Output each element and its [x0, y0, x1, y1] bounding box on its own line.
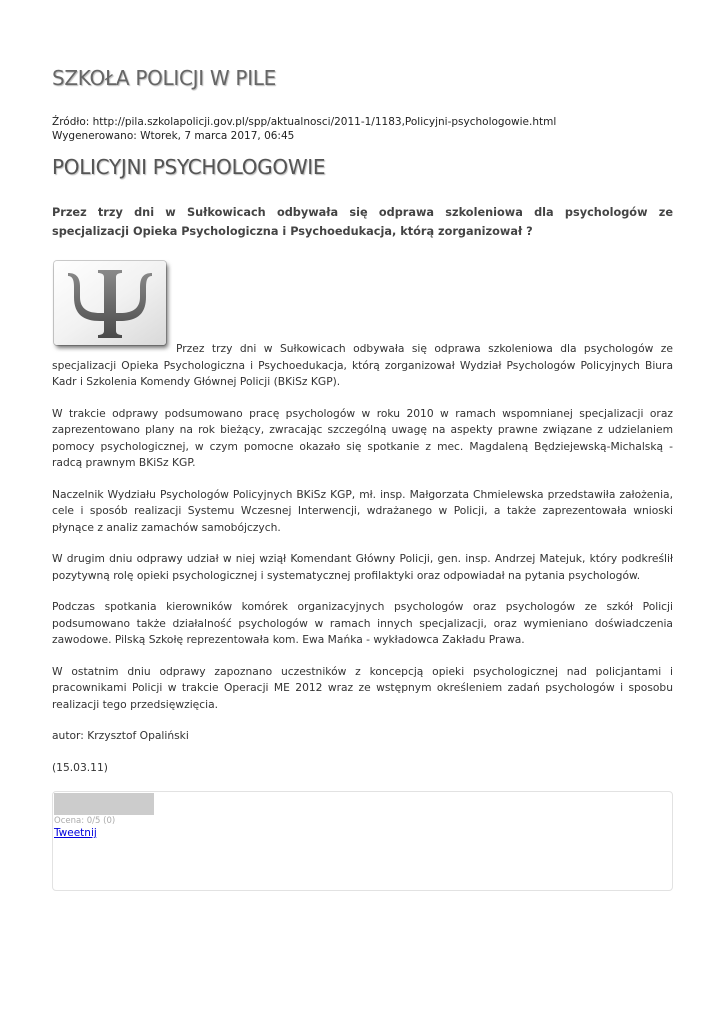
- article-date: (15.03.11): [52, 760, 108, 774]
- source-url: Źródło: http://pila.szkolapolicji.gov.pl/spp/aktualnosci/2011-1/1183,Policyjni-psychologowie.html: [52, 116, 557, 128]
- author: autor: Krzysztof Opaliński: [52, 729, 189, 742]
- paragraph: Przez trzy dni w Sułkowicach odbywała się odprawa szkoleniowa dla psychologów ze specjalizacji Opieka Psychologiczna i Psychoedukacja, którą zorganizował Wydział Psychologów Policyjnych Biura Kadr i Szkolenia Komendy Głównej Policji (BKiSz KGP).: [52, 342, 673, 388]
- article-title: POLICYJNI PSYCHOLOGOWIE: [52, 155, 326, 179]
- document-meta: [52, 115, 556, 143]
- paragraph: W ostatnim dniu odprawy zapoznano uczestników z koncepcją opieki psychologicznej nad policjantami i pracownikami Policji w trakcie Operacji ME 2012 wraz ze wstępnym określeniem zadań psychologów i sposobu realizacji tego przedsięwzięcia.: [52, 664, 673, 711]
- paragraph: W trakcie odprawy podsumowano pracę psychologów w roku 2010 w ramach wspomnianej specjalizacji oraz zaprezentowano plany na rok bieżący, zwracając szczególną uwagę na aspekty prawne związane z udzielaniem pomocy psychologicznej, w czym pomocne okazało się spotkanie z mec. Magdaleną Będziejewską-Michalską - radcą prawnym BKiSz KGP.: [52, 406, 673, 469]
- paragraph: Naczelnik Wydziału Psychologów Policyjnych BKiSz KGP, mł. insp. Małgorzata Chmielewska przedstawiła założenia, cele i sposób realizacji Systemu Wczesnej Interwencji, wdrażanego w Policji, a także zaprezentowała wnioski płynące z analiz zamachów samobójczych.: [52, 487, 673, 534]
- generated-date: Wygenerowano: Wtorek, 7 marca 2017, 06:45: [52, 130, 295, 142]
- site-title: SZKOŁA POLICJI W PILE: [52, 66, 276, 90]
- paragraph: W drugim dniu odprawy udział w niej wziął Komendant Główny Policji, gen. insp. Andrzej Matejuk, który podkreślił pozytywną rolę opieki psychologicznej i systematycznej profilaktyki oraz odpowiadał na pytania psychologów.: [52, 552, 673, 582]
- paragraph: Podczas spotkania kierowników komórek organizacyjnych psychologów oraz psychologów ze szkół Policji podsumowano także działalność psychologów w ramach innych specjalizacji, oraz wymieniano doświadczenia zawodowe. Pilską Szkołę reprezentowała kom. Ewa Mańka - wykładowca Zakładu Prawa.: [52, 600, 673, 646]
- article-body: [52, 341, 673, 791]
- rating-box: [52, 791, 673, 891]
- psi-symbol-image: [54, 261, 166, 345]
- article-lead: Przez trzy dni w Sułkowicach odbywała się odprawa szkoleniowa dla psychologów ze specjalizacji Opieka Psychologiczna i Psychoedukacja, którą zorganizował ?: [52, 206, 673, 238]
- rating-widget[interactable]: [54, 793, 154, 815]
- psi-symbol-icon: [54, 261, 166, 345]
- tweet-link[interactable]: Tweetnij: [54, 827, 97, 839]
- rating-label: Ocena: 0/5 (0): [54, 816, 116, 826]
